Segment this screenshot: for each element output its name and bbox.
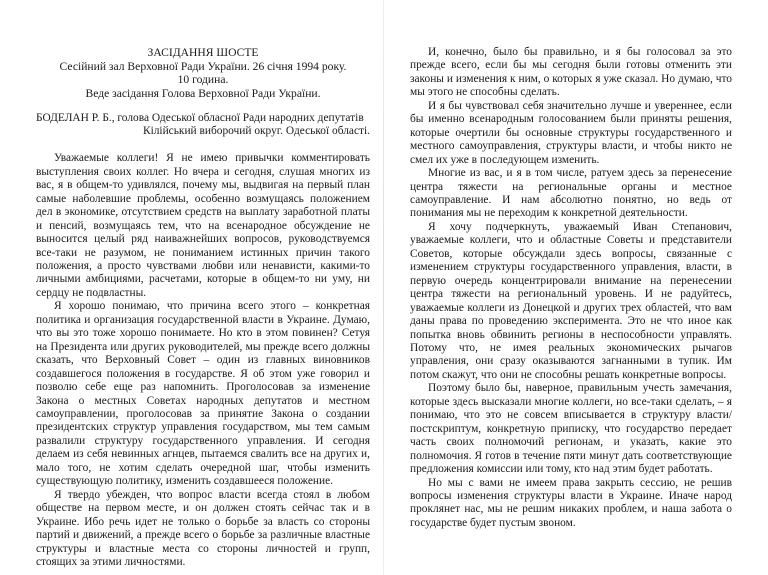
right-page (384, 0, 768, 575)
paragraph: Поэтому было бы, наверное, правильным учесть замечания, которые здесь высказали многие коллеги, но все-таки сделать, – я понимаю, что это не совсем вписывается в структуру власти/постскриптум, конкретную приписку, что государство передает часть своих полномочий регионам, и указать, какие это полномочия. Я готов в течение пяти минут дать соответствующие предложения комиссии или тому, кто над этим будет работать. (410, 382, 732, 476)
speaker-district: Кілійський виборочий округ. Одеської області. (142, 125, 370, 138)
paragraph: Я твердо убежден, что вопрос власти всегда стоял в любом обществе на первом месте, и он должен стоять сейчас так и в Украине. Ибо речь идет не только о борьбе за власть со стороны партий и движений, а прежде всего о борьбе за различные властные структуры и властные места со стороны личностей и групп, стоящих за этими личностями. (36, 488, 370, 568)
speaker-attribution (36, 112, 370, 138)
paragraph: Я хочу подчеркнуть, уважаемый Иван Степанович, уважаемые коллеги, что и областные Советы и представители Советов, которые обсуждали здесь вопросы, связанные с изменением структуры государственного управления, власти, в первую очередь концентрировали внимание на перенесении центра тяжести на региональный уровень. И не радуйтесь, уважаемые коллеги из Донецкой и других трех областей, что вам даны права по проведению эксперимента. Это не что иное как попытка вновь обвинить регионы в неспособности управлять. Потому что, не имея реальных экономических рычагов управления, они сразу оказываются загнанными в тупик. Им потом скажут, что они не способны решать конкретные вопросы. (410, 220, 732, 381)
session-chair: Веде засідання Голова Верховної Ради України. (85, 86, 321, 100)
speaker-name-title: БОДЕЛАН Р. Б., голова Одеської обласної Ради народних депутатів (36, 112, 364, 124)
left-body-text (36, 152, 370, 569)
session-heading (36, 46, 370, 100)
paragraph: И я бы чувствовал себя значительно лучше и увереннее, если бы именно всенародным голосованием были приняты решения, которые очертили бы основные структуры государственного и местного самоуправления, структуры власти, и чтобы никто не смел их уже в последующем изменить. (410, 99, 732, 166)
paragraph: И, конечно, было бы правильно, и я бы голосовал за это прежде всего, если бы мы сегодня были готовы отменить эти законы и изменения к ним, о которых я уже сказал. Но думаю, что мы этого не способны сделать. (410, 46, 732, 99)
paragraph: Многие из вас, и я в том числе, ратуем здесь за перенесение центра тяжести на региональные органы и местное самоуправление. И нам абсолютно понятно, но ведь от понимания мы не переходим к конкретной деятельности. (410, 167, 732, 220)
paragraph: Но мы с вами не имеем права закрыть сессию, не решив вопросы изменения структуры власти в Украине. Иначе народ проклянет нас, мы не решим никаких проблем, и наша забота о государстве будет пустым звоном. (410, 476, 732, 529)
paragraph: Я хорошо понимаю, что причина всего этого – конкретная политика и организация государственной власти в Украине. Думаю, что вы это тоже хорошо понимаете. Но кто в этом повинен? Сетуя на Президента или других руководителей, мы прежде всего должны сказать, что Верховный Совет – один из главных виновников создавшегося положения в государстве. Я об этом уже говорил и позволю себе еще раз напомнить. Проголосовав за изменение Закона о местных Советах народных депутатов и местном самоуправлении, проголосовав за принятие Закона о создании президентских структур управления государством, мы тем самым развалили структуру государственного управления. И сегодня делаем из себя невинных агнцев, пытаемся свалить все на других и, мало того, не хотим сделать очередной шаг, чтобы изменить существующую политику, изменить создавшееся положение. (36, 300, 370, 488)
session-title: ЗАСІДАННЯ ШОСТЕ (147, 46, 259, 59)
right-body-text (410, 46, 732, 530)
session-venue-date: Сесійний зал Верховної Ради України. 26 січня 1994 року. (59, 59, 347, 73)
session-time: 10 година. (177, 73, 229, 86)
paragraph: Уважаемые коллеги! Я не имею привычки комментировать выступления своих коллег. Но вчера и сегодня, слушая многих из вас, я в общем-то удивлялся, почему мы, выдвигая на первый план самые наболевшие проблемы, особенно возмущаясь положением дел в экономике, отсутствием средств на выплату заработной платы и пенсий, возмущаясь тем, что на всенародное обсуждение не выносится целый ряд наиважнейших вопросов, руководствуемся все-таки не разумом, не пониманием истинных причин такого положения, а просто чувствами любви или ненависти, какими-то личными амбициями, расчетами, которые в общем-то ни уму, ни сердцу не подвластны. (36, 152, 370, 299)
